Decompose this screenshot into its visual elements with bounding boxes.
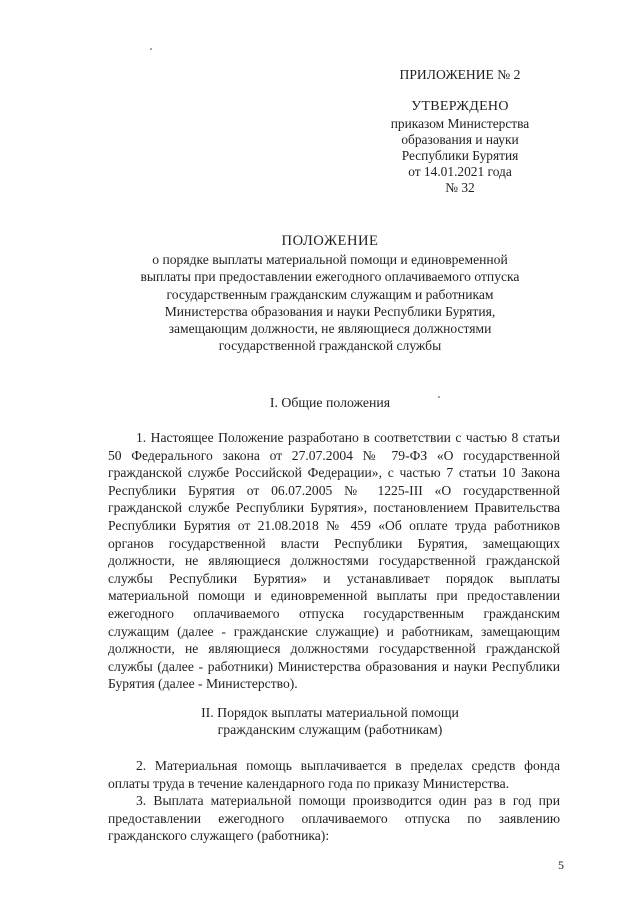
approval-line: Республики Бурятия	[401, 148, 519, 163]
document-subtitle	[100, 251, 560, 355]
approval-line: образования и науки	[401, 132, 519, 147]
section-2-body	[108, 757, 560, 845]
subtitle-line: о порядке выплаты материальной помощи и единовременной	[152, 252, 508, 267]
approval-details	[360, 116, 560, 196]
section-2-heading-line: гражданским служащим (работникам)	[217, 722, 443, 737]
section-2-heading	[100, 704, 560, 738]
approval-line: приказом Министерства	[390, 116, 530, 131]
subtitle-line: Министерства образования и науки Республики Бурятия,	[164, 303, 496, 319]
section-2-heading-line: II. Порядок выплаты материальной помощи	[201, 705, 459, 720]
scan-speck	[150, 48, 152, 50]
subtitle-line: замещающим должности, не являющиеся должностями	[168, 321, 492, 337]
subtitle-line: государственным гражданским служащим и работникам	[166, 286, 494, 302]
appendix-label: ПРИЛОЖЕНИЕ № 2	[399, 67, 521, 82]
paragraph: 1. Настоящее Положение разработано в соответствии с частью 8 статьи 50 Федерального закона от 27.07.2004 № 79-ФЗ «О государственной гражданской службе Российской Федерации», с частью 7 статьи 10 Закона Республики Бурятия от 06.07.2005 № 1225-III «О государственной гражданской службе Республики Бурятия», постановлением Правительства Республики Бурятия от 21.08.2018 № 459 «Об оплате труда работников органов государственной власти Республики Бурятия, замещающих должности, не являющиеся должностями государственной гражданской службы Республики Бурятия» и устанавливает порядок выплаты материальной помощи и единовременной выплаты при предоставлении ежегодного оплачиваемого отпуска государственным гражданским служащим (далее - гражданские служащие) и работникам, замещающим должности, не являющиеся должностями государственной гражданской службы (далее - работники) Министерства образования и науки Республики Бурятия (далее - Министерство).	[108, 430, 560, 692]
subtitle-line: выплаты при предоставлении ежегодного оплачиваемого отпуска	[140, 269, 520, 285]
section-1-body	[108, 429, 560, 693]
approval-line: от 14.01.2021 года	[408, 164, 512, 179]
approved-label: УТВЕРЖДЕНО	[411, 99, 509, 114]
paragraph: 2. Материальная помощь выплачивается в пределах средств фонда оплаты труда в течение календарного года по приказу Министерства.	[108, 758, 560, 791]
page-number: 5	[558, 858, 564, 872]
subtitle-line: государственной гражданской службы	[218, 338, 442, 354]
approval-line: № 32	[445, 180, 475, 195]
document-title: ПОЛОЖЕНИЕ	[281, 233, 379, 249]
section-1-heading: I. Общие положения	[269, 395, 391, 410]
paragraph: 3. Выплата материальной помощи производится один раз в год при предоставлении ежегодного оплачиваемого отпуска по заявлению гражданского служащего (работника):	[108, 793, 560, 844]
